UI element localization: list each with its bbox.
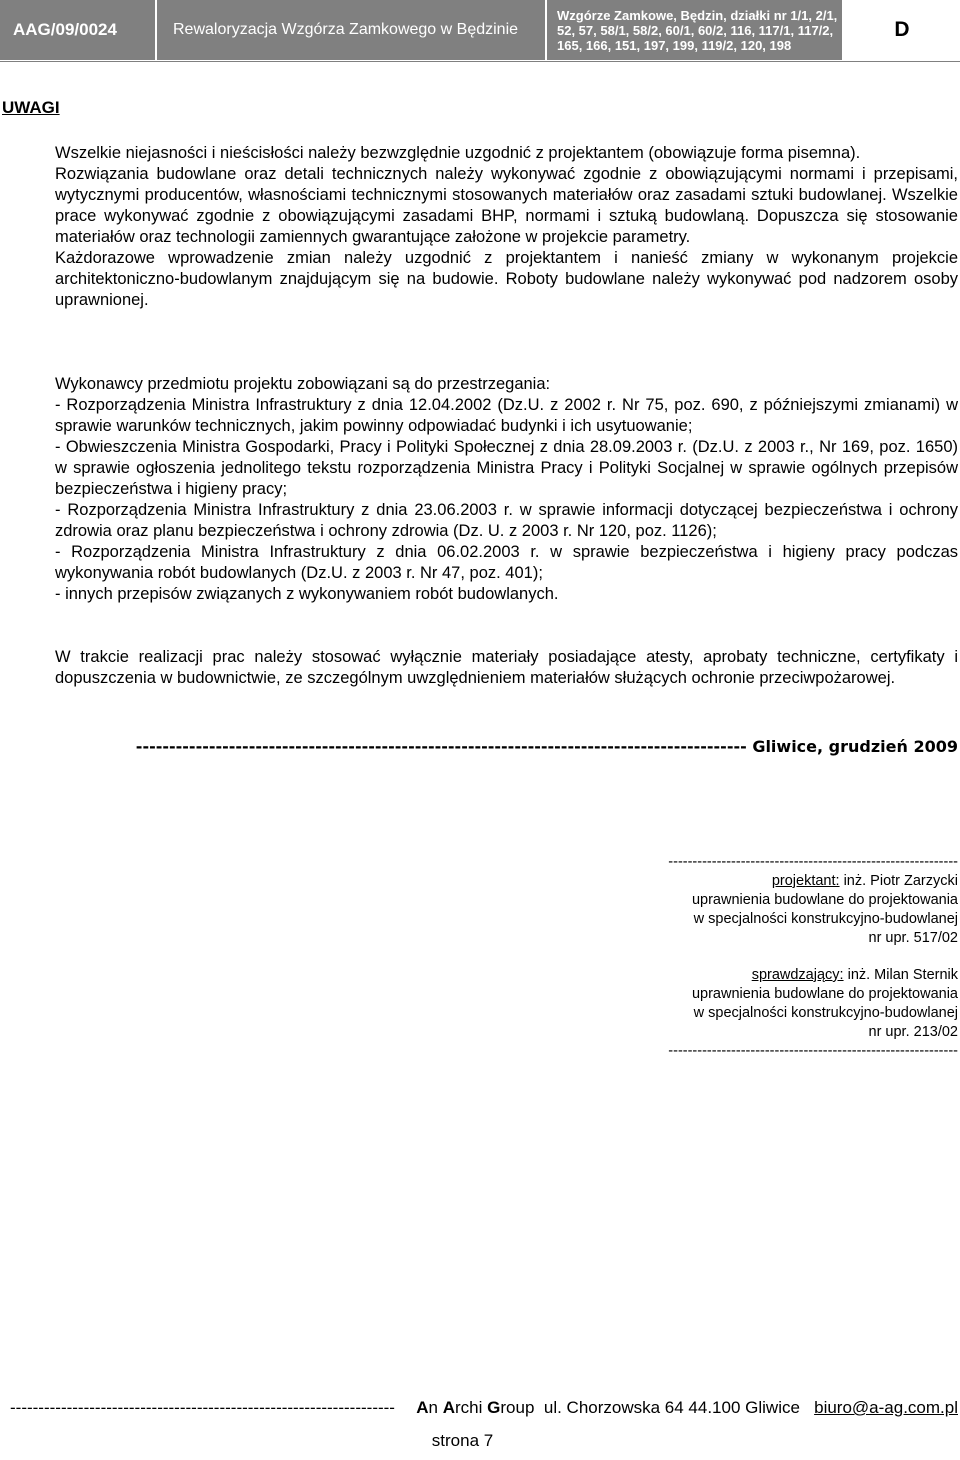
page-number: strona 7 xyxy=(431,1431,494,1450)
signatory-role: sprawdzający: xyxy=(751,967,844,983)
signatory-licence: uprawnienia budowlane do projektowania xyxy=(691,892,958,908)
signatory-name: inż. Milan Sternik xyxy=(847,967,958,983)
place-date: Gliwice, grudzień 2009 xyxy=(752,737,958,756)
regulation-item: - Rozporządzenia Ministra Infrastruktury z dnia 06.02.2003 r. w sprawie bezpieczeństwa i higieny pracy podczas wykonywania robót budowlanych (Dz.U. z 2003 r. Nr 47, poz. 401); xyxy=(55,543,958,582)
notes-line: Rozwiązania budowlane oraz detali technicznych należy wykonywać zgodnie z obowiązującymi normami i przepisami, wytycznymi producentów, własnościami technicznymi stosowanych materiałów oraz zasadami sztuki budowlanej. Wszelkie prace wykonywać zgodnie z obowiązującymi zasadami BHP, normami i sztuką budowlaną. Dopuszcza się stosowanie materiałów oraz technologii zamiennych gwarantujące założone w projekcie parametry. xyxy=(55,165,958,246)
regulations-paragraph xyxy=(55,374,958,605)
signatory-licence-number: nr upr. 213/02 xyxy=(868,1024,958,1040)
place-date-line xyxy=(25,737,958,756)
signatory-name: inż. Piotr Zarzycki xyxy=(843,873,958,889)
project-code: AAG/09/0024 xyxy=(0,0,155,60)
project-location: Wzgórze Zamkowe, Będzin, działki nr 1/1, 2/1, 52, 57, 58/1, 58/2, 60/1, 60/2, 116, 117/1, 117/2, 165, 166, 151, 197, 199, 119/2, 120, 198 xyxy=(547,0,842,60)
regulations-intro: Wykonawcy przedmiotu projektu zobowiązani są do przestrzegania: xyxy=(55,375,551,393)
signatory-licence-number: nr upr. 517/02 xyxy=(868,930,958,946)
notes-paragraph xyxy=(55,143,958,311)
dash-rule: -------------------------------------------------------------------------------------------- xyxy=(135,737,747,756)
company-name: An Archi Group ul. Chorzowska 64 44.100 Gliwice biuro@a-ag.com.pl xyxy=(416,1398,958,1417)
project-title: Rewaloryzacja Wzgórza Zamkowego w Będzinie xyxy=(157,0,545,60)
company-address: ul. Chorzowska 64 44.100 Gliwice xyxy=(543,1398,800,1417)
regulation-item: - Rozporządzenia Ministra Infrastruktury z dnia 23.06.2003 r. w sprawie informacji dotyczącej bezpieczeństwa i ochrony zdrowia oraz planu bezpieczeństwa i ochrony zdrowia (Dz. U. z 2003 r. Nr 120, poz. 1126); xyxy=(55,501,958,540)
regulation-item: - Obwieszczenia Ministra Gospodarki, Pracy i Polityki Społecznej z dnia 28.09.2003 r. (Dz.U. z 2003 r., Nr 169, poz. 1650) w sprawie ogłoszenia jednolitego tekstu rozporządzenia Ministra Pracy i Polityki Socjalnej w sprawie ogólnych przepisów bezpieczeństwa i higieny pracy; xyxy=(55,438,958,498)
signature-block-checker xyxy=(600,966,958,1061)
signatory-role: projektant: xyxy=(771,873,840,889)
dash-rule: ------------------------------------------------------------ xyxy=(668,1043,958,1059)
materials-paragraph xyxy=(55,647,958,689)
header-divider xyxy=(0,61,960,62)
notes-line: Wszelkie niejasności i nieścisłości należy bezwzględnie uzgodnić z projektantem (obowiązuje forma pisemna). xyxy=(55,144,861,162)
signature-block-designer xyxy=(600,853,958,948)
page-footer xyxy=(10,1398,958,1418)
document-header xyxy=(0,0,960,60)
signatory-licence: uprawnienia budowlane do projektowania xyxy=(691,986,958,1002)
company-email[interactable]: biuro@a-ag.com.pl xyxy=(814,1398,958,1417)
dash-rule: ------------------------------------------------------------ xyxy=(668,854,958,870)
signatory-specialty: w specjalności konstrukcyjno-budowlanej xyxy=(693,911,958,927)
section-title: UWAGI xyxy=(2,98,60,117)
regulation-item: - innych przepisów związanych z wykonywaniem robót budowlanych. xyxy=(55,585,559,603)
signatory-specialty: w specjalności konstrukcyjno-budowlanej xyxy=(693,1005,958,1021)
materials-text: W trakcie realizacji prac należy stosować wyłącznie materiały posiadające atesty, aprobaty techniczne, certyfikaty i dopuszczenia w budownictwie, ze szczególnym uwzględnieniem materiałów służących ochronie przeciwpożarowej. xyxy=(55,648,958,687)
regulation-item: - Rozporządzenia Ministra Infrastruktury z dnia 12.04.2002 (Dz.U. z 2002 r. Nr 75, poz. 690, z późniejszymi zmianami) w sprawie warunków technicznych, jakim powinny odpowiadać budynki i ich usytuowanie; xyxy=(55,396,958,435)
notes-line: Każdorazowe wprowadzenie zmian należy uzgodnić z projektantem i nanieść zmiany w wykonanym projekcie architektoniczno-budowlanym znajdującym się na budowie. Roboty budowlane należy wykonywać pod nadzorem osoby uprawnionej. xyxy=(55,249,958,309)
dash-rule: -------------------------------------------------------------------- xyxy=(10,1398,395,1417)
section-letter: D xyxy=(844,0,960,60)
